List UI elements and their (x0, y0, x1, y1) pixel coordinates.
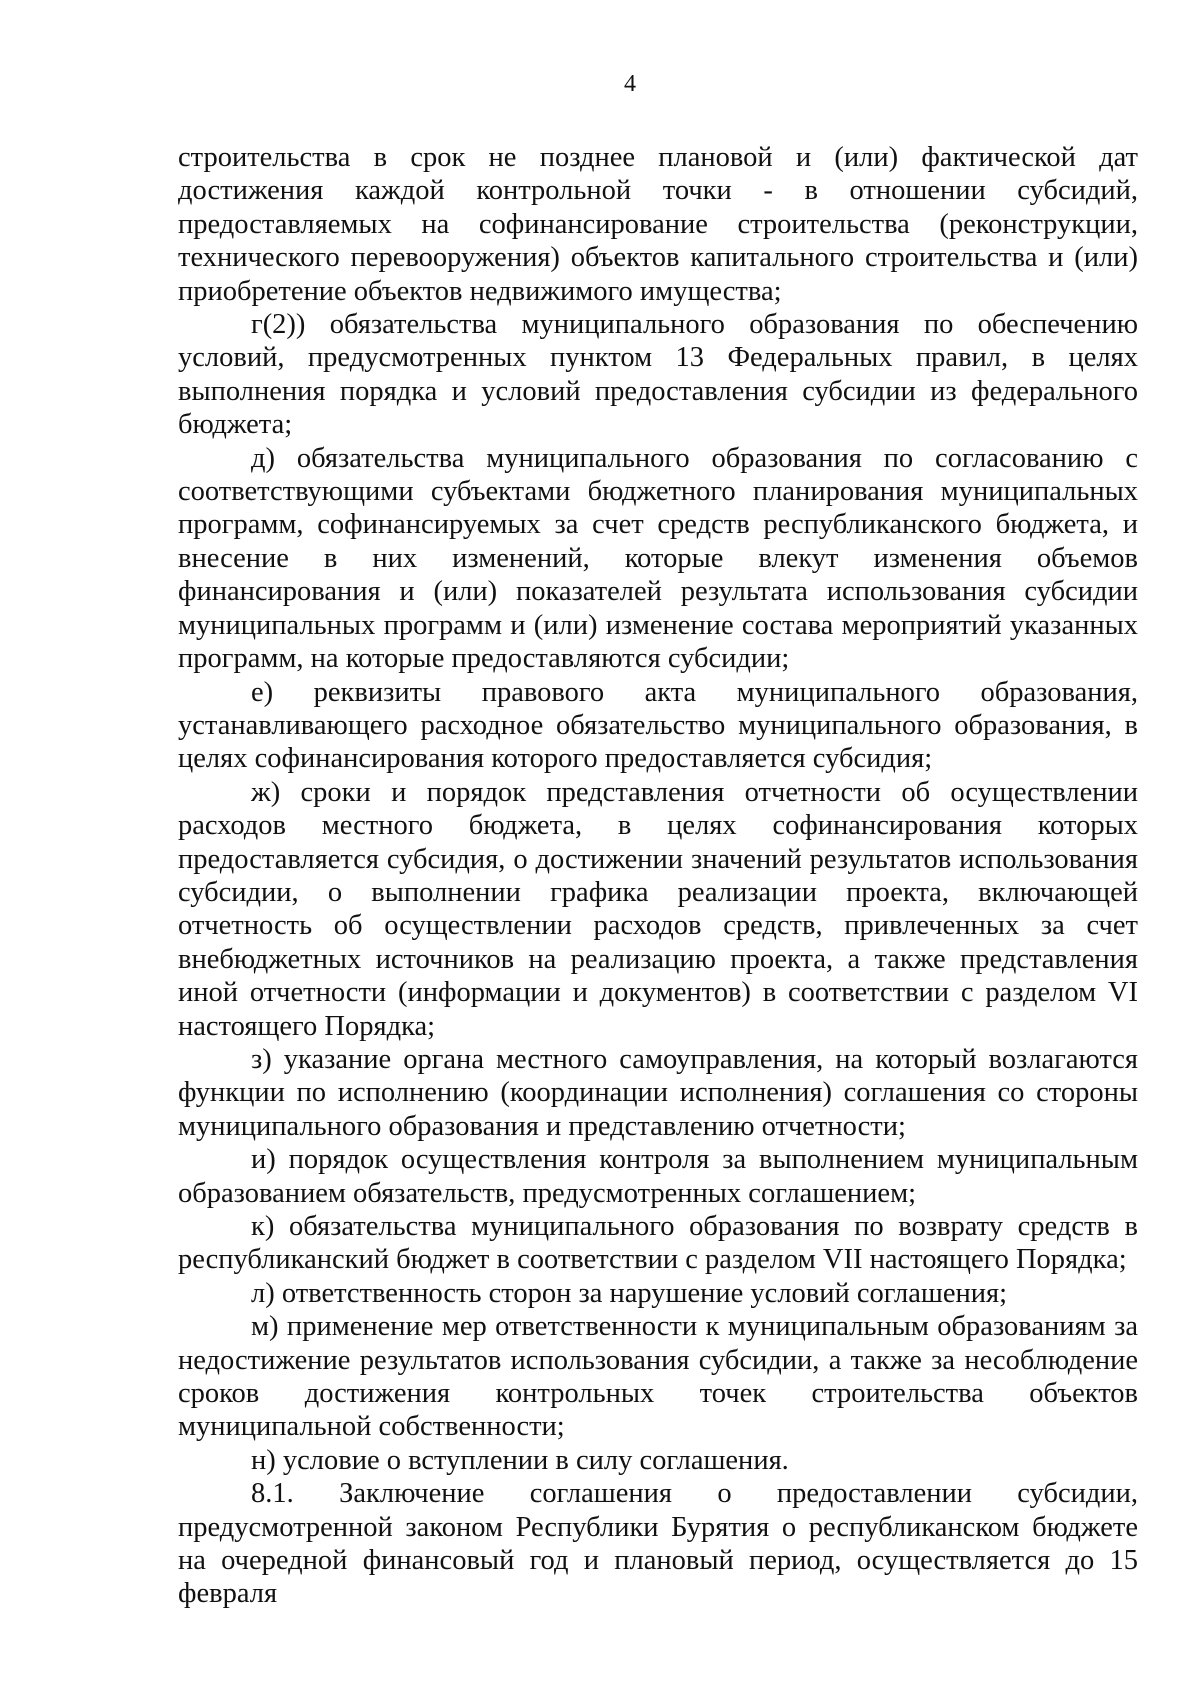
document-body (178, 141, 1138, 1611)
paragraph-item-l: л) ответственность сторон за нарушение условий соглашения; (251, 1277, 1008, 1309)
paragraph-item-m: м) применение мер ответственности к муниципальным образованиям за недостижение результатов использования субсидии, а также за несоблюдение сроков достижения контрольных точек строительства объектов муниципальной собственности; (178, 1311, 1138, 1443)
paragraph-item-z: з) указание органа местного самоуправления, на который возлагаются функции по исполнению (координации исполнения) соглашения со стороны муниципального образования и представлению отчетности; (178, 1043, 1138, 1142)
paragraph-item-k: к) обязательства муниципального образования по возврату средств в республиканский бюджет в соответствии с разделом VII настоящего Порядка; (178, 1211, 1138, 1276)
page-number: 4 (624, 71, 636, 97)
paragraph-continuation: строительства в срок не позднее плановой и (или) фактической дат достижения каждой контрольной точки - в отношении субсидий, предоставляемых на софинансирование строительства (реконструкции, технического перевооружения) объектов капитального строительства и (или) приобретение объектов недвижимого имущества; (178, 142, 1138, 307)
paragraph-item-d: д) обязательства муниципального образования по согласованию с соответствующими субъектами бюджетного планирования муниципальных программ, софинансируемых за счет средств республиканского бюджета, и внесение в них изменений, которые влекут изменения объемов финансирования и (или) показателей результата использования субсидии муниципальных программ и (или) изменение состава мероприятий указанных программ, на которые предоставляются субсидии; (178, 442, 1138, 675)
paragraph-item-g2: г(2)) обязательства муниципального образования по обеспечению условий, предусмотренных пунктом 13 Федеральных правил, в целях выполнения порядка и условий предоставления субсидии из федерального бюджета; (178, 309, 1138, 441)
paragraph-item-i: и) порядок осуществления контроля за выполнением муниципальным образованием обязательств, предусмотренных соглашением; (178, 1144, 1138, 1209)
paragraph-section-8-1: 8.1. Заключение соглашения о предоставлении субсидии, предусмотренной законом Республики Бурятия о республиканском бюджете на очередной финансовый год и плановый период, осуществляется до 15 февраля (178, 1478, 1138, 1610)
paragraph-item-n: н) условие о вступлении в силу соглашения. (251, 1444, 789, 1476)
paragraph-item-zh: ж) сроки и порядок представления отчетности об осуществлении расходов местного бюджета, в целях софинансирования которых предоставляется субсидия, о достижении значений результатов использования субсидии, о выполнении графика реализации проекта, включающей отчетность об осуществлении расходов средств, привлеченных за счет внебюджетных источников на реализацию проекта, а также представления иной отчетности (информации и документов) в соответствии с разделом VI настоящего Порядка; (178, 776, 1138, 1042)
paragraph-item-e: е) реквизиты правового акта муниципального образования, устанавливающего расходное обязательство муниципального образования, в целях софинансирования которого предоставляется субсидия; (178, 676, 1138, 775)
